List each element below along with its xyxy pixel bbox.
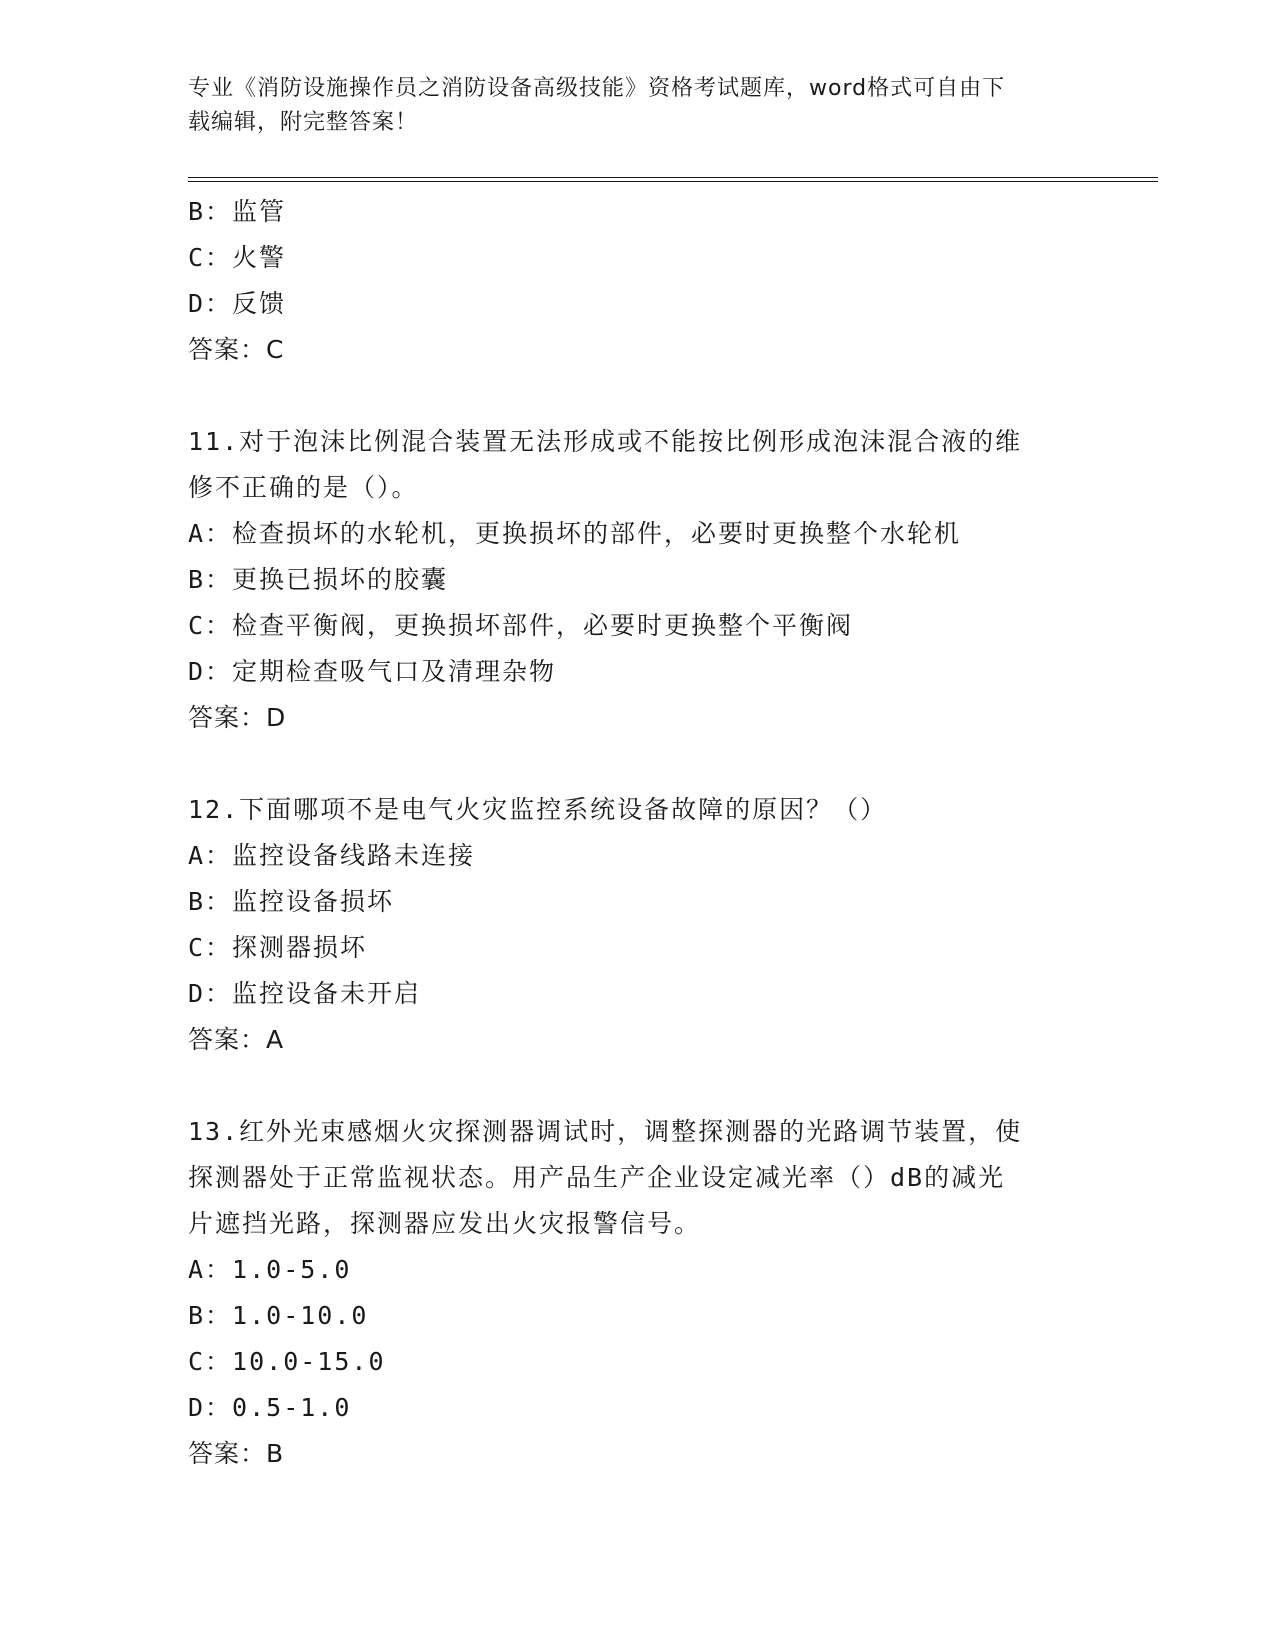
option-a: A：1.0-5.0 [188,1255,352,1284]
spacer [188,741,1088,787]
question-stem-line: 探测器处于正常监视状态。用产品生产企业设定减光率（）dB的减光 [188,1163,1006,1192]
option-d: D：反馈 [188,289,287,318]
question-11 [188,419,1088,741]
option-c: C：探测器损坏 [188,933,368,962]
header-line-1: 专业《消防设施操作员之消防设备高级技能》资格考试题库，word格式可自由下 [188,76,1006,101]
option-d: D：0.5-1.0 [188,1393,352,1422]
question-list [188,189,1088,1477]
question-stem-line: 13.红外光束感烟火灾探测器调试时，调整探测器的光路调节装置，使 [188,1117,1023,1146]
answer-label: 答案：D [188,703,287,732]
answer-label: 答案：B [188,1439,285,1468]
option-a: A：监控设备线路未连接 [188,841,476,870]
option-d: D：监控设备未开启 [188,979,422,1008]
spacer [188,1063,1088,1109]
answer-label: 答案：A [188,1025,285,1054]
option-b: B：监控设备损坏 [188,887,395,916]
question-13 [188,1109,1088,1477]
header-line-2: 载编辑，附完整答案！ [188,110,419,135]
spacer [188,373,1088,419]
question-10-continued [188,189,1088,373]
option-b: B：更换已损坏的胶囊 [188,565,449,594]
header-rule-bottom [188,181,1158,182]
option-a: A：检查损坏的水轮机，更换损坏的部件，必要时更换整个水轮机 [188,519,962,548]
question-12 [188,787,1088,1063]
option-c: C：检查平衡阀，更换损坏部件，必要时更换整个平衡阀 [188,611,854,640]
option-c: C：10.0-15.0 [188,1347,386,1376]
question-stem-line: 12.下面哪项不是电气火灾监控系统设备故障的原因？（） [188,795,888,824]
question-stem-line: 11.对于泡沫比例混合装置无法形成或不能按比例形成泡沫混合液的维 [188,427,1023,456]
option-c: C：火警 [188,243,287,272]
option-d: D：定期检查吸气口及清理杂物 [188,657,557,686]
question-stem-line: 片遮挡光路，探测器应发出火灾报警信号。 [188,1209,702,1238]
answer-label: 答案：C [188,335,285,364]
option-b: B：1.0-10.0 [188,1301,369,1330]
document-header [188,72,1088,140]
header-rule-top [188,177,1158,178]
option-b: B：监管 [188,197,287,226]
question-stem-line: 修不正确的是（）。 [188,473,419,502]
